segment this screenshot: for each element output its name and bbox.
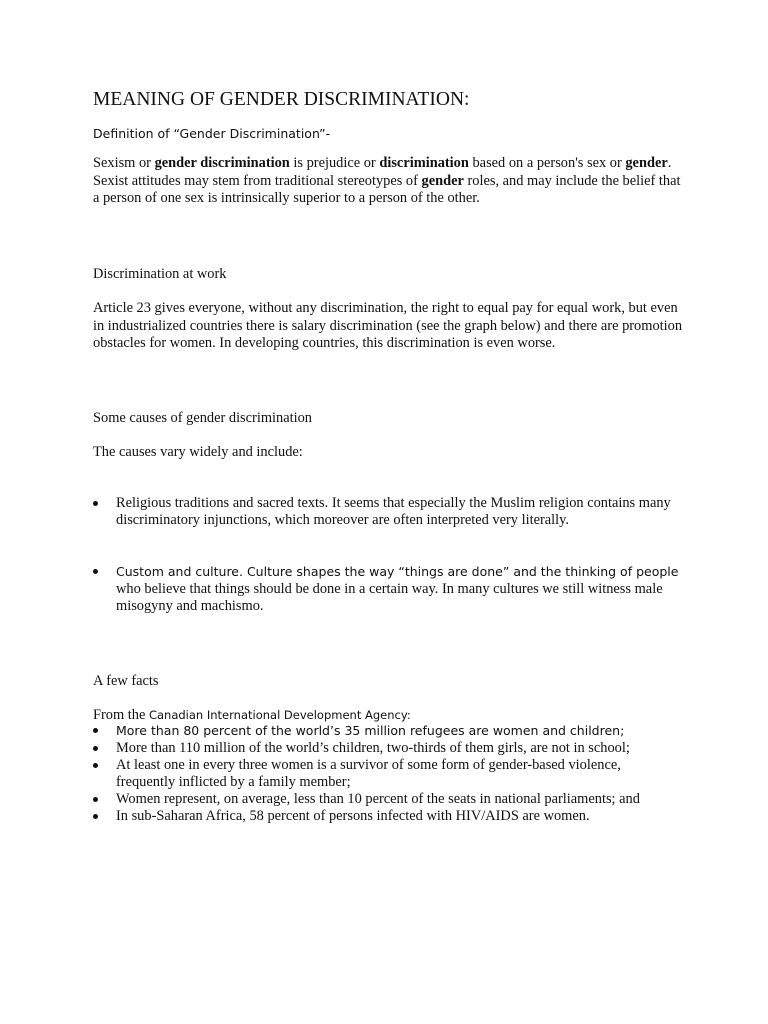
- definition-text-3: based on a person's sex or: [468, 155, 626, 171]
- bullet-icon: [93, 728, 98, 733]
- bullet-icon: [93, 814, 98, 819]
- bullet-icon: [93, 763, 98, 768]
- definition-heading: Definition of “Gender Discrimination”-: [93, 126, 331, 141]
- bullet-icon: [93, 797, 98, 802]
- definition-bold-2: discrimination: [379, 155, 469, 171]
- facts-agency: Canadian International Development Agency:: [148, 708, 411, 722]
- causes-list-1: [93, 495, 683, 529]
- definition-text-2: is prejudice or: [289, 155, 380, 171]
- definition-paragraph: [93, 155, 683, 208]
- fact-text: Women represent, on average, less than 10 percent of the seats in national parliaments; and: [116, 791, 640, 807]
- list-item: [93, 791, 683, 808]
- list-item: [93, 722, 683, 740]
- definition-bold-4: gender: [421, 172, 464, 189]
- definition-bold-3: gender: [625, 155, 668, 171]
- definition-bold-1: gender discrimination: [154, 155, 290, 171]
- page-title: MEANING OF GENDER DISCRIMINATION:: [93, 89, 470, 110]
- work-paragraph: Article 23 gives everyone, without any discrimination, the right to equal pay for equal work, but even in industrialized countries there is salary discrimination (see the graph below) and there are promotion obstacles for women. In developing countries, this discrimination is even worse.: [93, 300, 683, 351]
- cause-text-sans: Custom and culture. Culture shapes the way “things are done” and the thinking of people: [116, 564, 679, 579]
- definition-text-5: roles, and may include the belief that a person of one sex is intrinsically superior to a person of the other.: [93, 172, 681, 206]
- fact-text: In sub-Saharan Africa, 58 percent of persons infected with HIV/AIDS are women.: [116, 808, 590, 824]
- causes-intro: The causes vary widely and include:: [93, 444, 303, 460]
- bullet-icon: [93, 569, 98, 574]
- causes-heading: Some causes of gender discrimination: [93, 410, 313, 426]
- bullet-icon: [93, 501, 98, 506]
- cause-text-rest: who believe that things should be done in a certain way. In many cultures we still witness male misogyny and machismo.: [116, 581, 663, 614]
- facts-list: [93, 722, 683, 825]
- list-item: [93, 808, 683, 825]
- list-item: [93, 740, 683, 757]
- causes-list-2: [93, 563, 683, 615]
- definition-text-1: Sexism or: [93, 155, 155, 171]
- definition-text-4: . Sexist attitudes may stem from traditional stereotypes of: [93, 155, 672, 189]
- bullet-icon: [93, 746, 98, 751]
- facts-heading: A few facts: [93, 673, 159, 689]
- fact-text: More than 110 million of the world’s children, two-thirds of them girls, are not in school;: [116, 740, 630, 756]
- fact-text: At least one in every three women is a survivor of some form of gender-based violence, frequently inflicted by a family member;: [116, 757, 621, 790]
- list-item: [93, 757, 683, 791]
- work-heading: Discrimination at work: [93, 266, 227, 282]
- list-item: [93, 495, 683, 529]
- list-item: [93, 563, 683, 615]
- cause-text: Religious traditions and sacred texts. It seems that especially the Muslim religion contains many discriminatory injunctions, which moreover are often interpreted very literally.: [116, 495, 671, 528]
- fact-text: More than 80 percent of the world’s 35 million refugees are women and children;: [116, 723, 625, 738]
- facts-from-prefix: From the: [93, 707, 149, 723]
